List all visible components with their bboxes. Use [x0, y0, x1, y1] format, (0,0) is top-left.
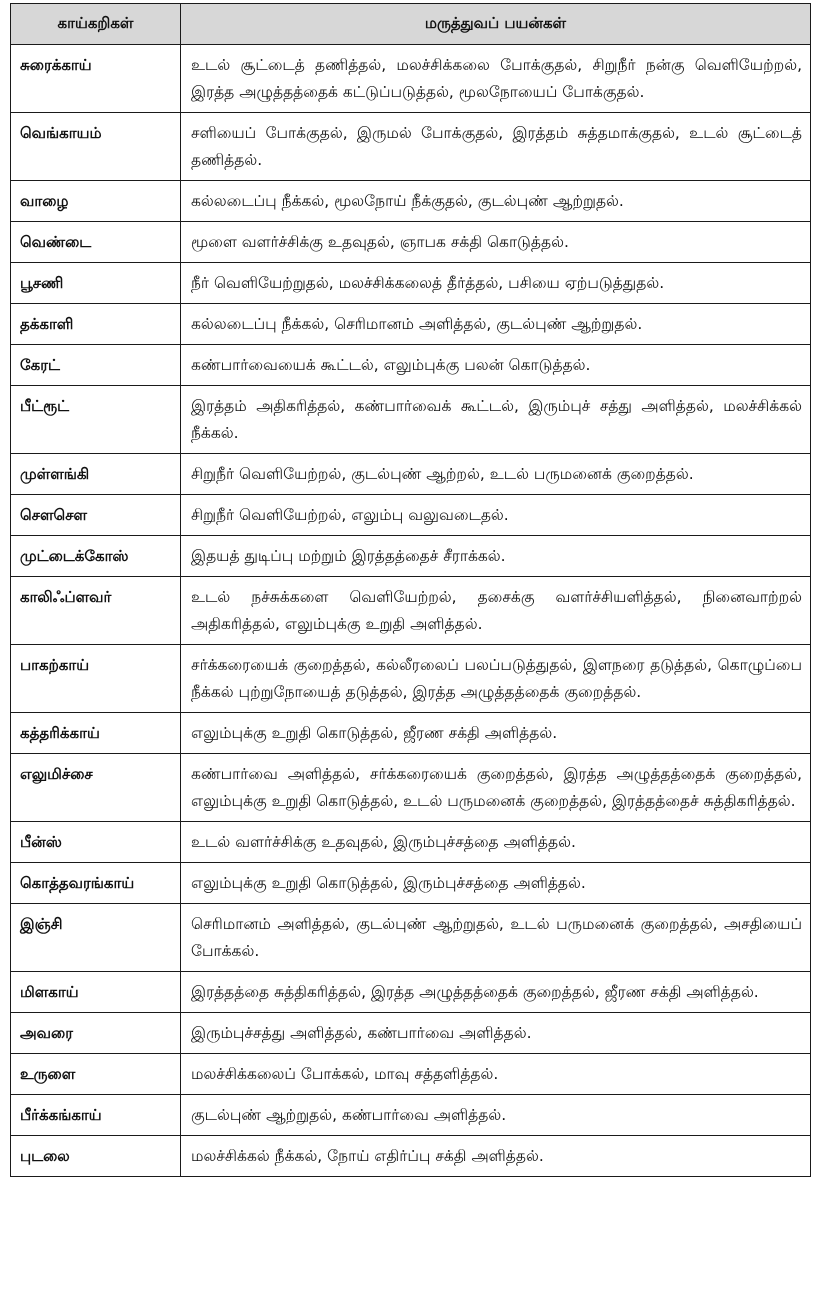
vegetable-benefit: மூளை வளர்ச்சிக்கு உதவுதல், ஞாபக சக்தி கொடுத்தல். [181, 222, 811, 263]
vegetable-name: வெண்டை [11, 222, 181, 263]
table-row [11, 1136, 811, 1177]
vegetable-benefit: உடல் நச்சுக்களை வெளியேற்றல், தசைக்கு வளர்ச்சியளித்தல், நினைவாற்றல் அதிகரித்தல், எலும்புக்கு உறுதி அளித்தல். [181, 577, 811, 645]
table-row [11, 904, 811, 972]
header-vegetables: காய்கறிகள் [11, 4, 181, 45]
vegetable-name: காலிஃப்ளவர் [11, 577, 181, 645]
vegetable-name: சுரைக்காய் [11, 45, 181, 113]
vegetable-benefit: சிறுநீர் வெளியேற்றல், குடல்புண் ஆற்றல், உடல் பருமனைக் குறைத்தல். [181, 454, 811, 495]
vegetable-benefit: நீர் வெளியேற்றுதல், மலச்சிக்கலைத் தீர்த்தல், பசியை ஏற்படுத்துதல். [181, 263, 811, 304]
vegetable-benefit: இரத்தத்தை சுத்திகரித்தல், இரத்த அழுத்தத்தைக் குறைத்தல், ஜீரண சக்தி அளித்தல். [181, 972, 811, 1013]
vegetable-name: முள்ளங்கி [11, 454, 181, 495]
vegetable-benefit: உடல் சூட்டைத் தணித்தல், மலச்சிக்கலை போக்குதல், சிறுநீர் நன்கு வெளியேற்றல், இரத்த அழுத்தத்தைக் கட்டுப்படுத்தல், மூலநோயைப் போக்குதல். [181, 45, 811, 113]
vegetable-name: உருளை [11, 1054, 181, 1095]
table-row [11, 263, 811, 304]
vegetable-benefit: குடல்புண் ஆற்றுதல், கண்பார்வை அளித்தல். [181, 1095, 811, 1136]
table-row [11, 645, 811, 713]
vegetable-name: கத்தரிக்காய் [11, 713, 181, 754]
vegetable-name: பூசணி [11, 263, 181, 304]
vegetable-name: பீர்க்கங்காய் [11, 1095, 181, 1136]
vegetable-benefit: இதயத் துடிப்பு மற்றும் இரத்தத்தைச் சீராக்கல். [181, 536, 811, 577]
page-sheet [10, 3, 810, 1177]
vegetable-name: வெங்காயம் [11, 113, 181, 181]
vegetable-name: கேரட் [11, 345, 181, 386]
vegetable-name: பாகற்காய் [11, 645, 181, 713]
table-row [11, 45, 811, 113]
vegetable-benefit: சர்க்கரையைக் குறைத்தல், கல்லீரலைப் பலப்படுத்துதல், இளநரை தடுத்தல், கொழுப்பை நீக்கல் புற்றுநோயைத் தடுத்தல், இரத்த அழுத்தத்தைக் குறைத்தல். [181, 645, 811, 713]
table-row [11, 1013, 811, 1054]
table-row [11, 713, 811, 754]
vegetable-name: சௌசௌ [11, 495, 181, 536]
vegetable-benefit: கண்பார்வையைக் கூட்டல், எலும்புக்கு பலன் கொடுத்தல். [181, 345, 811, 386]
table-row [11, 386, 811, 454]
vegetable-name: கொத்தவரங்காய் [11, 863, 181, 904]
vegetable-name: பீட்ரூட் [11, 386, 181, 454]
vegetable-benefit: சளியைப் போக்குதல், இருமல் போக்குதல், இரத்தம் சுத்தமாக்குதல், உடல் சூட்டைத் தணித்தல். [181, 113, 811, 181]
table-row [11, 972, 811, 1013]
vegetable-name: இஞ்சி [11, 904, 181, 972]
vegetable-name: தக்காளி [11, 304, 181, 345]
vegetable-benefit: உடல் வளர்ச்சிக்கு உதவுதல், இரும்புச்சத்தை அளித்தல். [181, 822, 811, 863]
vegetable-benefit: செரிமானம் அளித்தல், குடல்புண் ஆற்றுதல், உடல் பருமனைக் குறைத்தல், அசதியைப் போக்கல். [181, 904, 811, 972]
vegetable-name: வாழை [11, 181, 181, 222]
vegetable-benefit: எலும்புக்கு உறுதி கொடுத்தல், ஜீரண சக்தி அளித்தல். [181, 713, 811, 754]
vegetable-benefit: இரும்புச்சத்து அளித்தல், கண்பார்வை அளித்தல். [181, 1013, 811, 1054]
table-row [11, 113, 811, 181]
table-row [11, 345, 811, 386]
table-row [11, 454, 811, 495]
table-row [11, 536, 811, 577]
table-row [11, 577, 811, 645]
vegetable-benefit: இரத்தம் அதிகரித்தல், கண்பார்வைக் கூட்டல், இரும்புச் சத்து அளித்தல், மலச்சிக்கல் நீக்கல். [181, 386, 811, 454]
header-medicinal-benefits: மருத்துவப் பயன்கள் [181, 4, 811, 45]
vegetable-benefit: மலச்சிக்கல் நீக்கல், நோய் எதிர்ப்பு சக்தி அளித்தல். [181, 1136, 811, 1177]
vegetable-benefit: சிறுநீர் வெளியேற்றல், எலும்பு வலுவடைதல். [181, 495, 811, 536]
table-row [11, 181, 811, 222]
vegetable-name: புடலை [11, 1136, 181, 1177]
table-header-row [11, 4, 811, 45]
table-row [11, 754, 811, 822]
vegetable-name: எலுமிச்சை [11, 754, 181, 822]
table-row [11, 1054, 811, 1095]
vegetable-name: அவரை [11, 1013, 181, 1054]
vegetable-benefit: எலும்புக்கு உறுதி கொடுத்தல், இரும்புச்சத்தை அளித்தல். [181, 863, 811, 904]
vegetable-benefit: மலச்சிக்கலைப் போக்கல், மாவு சத்தளித்தல். [181, 1054, 811, 1095]
vegetable-benefit: கண்பார்வை அளித்தல், சர்க்கரையைக் குறைத்தல், இரத்த அழுத்தத்தைக் குறைத்தல், எலும்புக்கு உறுதி கொடுத்தல், உடல் பருமனைக் குறைத்தல், இரத்தத்தைச் சுத்திகரித்தல். [181, 754, 811, 822]
vegetable-benefit: கல்லடைப்பு நீக்கல், மூலநோய் நீக்குதல், குடல்புண் ஆற்றுதல். [181, 181, 811, 222]
vegetable-benefits-table [10, 3, 811, 1177]
table-row [11, 863, 811, 904]
table-row [11, 822, 811, 863]
vegetable-name: முட்டைக்கோஸ் [11, 536, 181, 577]
vegetable-benefit: கல்லடைப்பு நீக்கல், செரிமானம் அளித்தல், குடல்புண் ஆற்றுதல். [181, 304, 811, 345]
table-row [11, 1095, 811, 1136]
table-row [11, 495, 811, 536]
vegetable-name: பீன்ஸ் [11, 822, 181, 863]
table-row [11, 304, 811, 345]
vegetable-name: மிளகாய் [11, 972, 181, 1013]
table-row [11, 222, 811, 263]
